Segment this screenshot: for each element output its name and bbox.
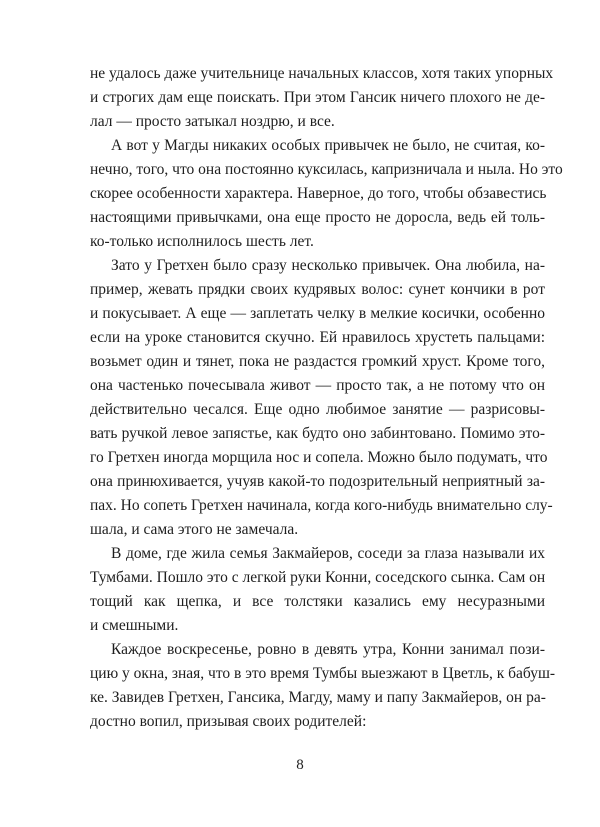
text-line: она принюхивается, учуяв какой-то подозрительный неприятный за-: [90, 473, 545, 490]
paragraph-4: [90, 542, 545, 638]
text-line: скорее особенности характера. Наверное, до того, чтобы обзавестись: [90, 185, 547, 202]
text-line: тощий как щепка, и все толстяки казались ему несуразными: [90, 593, 545, 610]
text-line: А вот у Магды никаких особых привычек не было, не считая, ко-: [111, 137, 545, 154]
text-line: ко-только исполнилось шесть лет.: [90, 233, 314, 250]
text-line: В доме, где жила семья Закмайеров, соседи за глаза называли их: [111, 545, 545, 562]
text-line: лал — просто затыкал ноздрю, и все.: [90, 113, 335, 130]
text-line: ке. Завидев Гретхен, Гансика, Магду, маму и папу Закмайеров, он ра-: [90, 689, 546, 706]
text-line: пример, жевать прядки своих кудрявых волос: сунет кончики в рот: [90, 281, 545, 298]
text-line: настоящими привычками, она еще просто не доросла, ведь ей толь-: [90, 209, 545, 226]
text-line: если на уроке становится скучно. Ей нравилось хрустеть пальцами:: [90, 329, 545, 346]
text-line: она частенько почесывала живот — просто так, а не потому что он: [90, 377, 545, 394]
text-line: Каждое воскресенье, ровно в девять утра, Конни занимал пози-: [111, 641, 545, 658]
text-line: вать ручкой левое запястье, как будто оно забинтовано. Помимо это-: [90, 425, 545, 442]
text-line: цию у окна, зная, что в это время Тумбы выезжают в Цветль, к бабуш-: [90, 665, 556, 682]
text-line: достно вопил, призывая своих родителей:: [90, 713, 367, 730]
text-line: действительно чесался. Еще одно любимое занятие — разрисовы-: [90, 401, 545, 418]
text-line: Тумбами. Пошло это с легкой руки Конни, соседского сынка. Сам он: [90, 569, 546, 586]
paragraph-3: [90, 254, 553, 542]
text-line: Зато у Гретхен было сразу несколько привычек. Она любила, на-: [111, 257, 545, 274]
text-line: возьмет один и тянет, пока не раздастся громкий хруст. Кроме того,: [90, 353, 545, 370]
text-line: нечно, того, что она постоянно куксилась, капризничала и ныла. Но это: [90, 161, 563, 178]
text-line: и смешными.: [90, 617, 179, 634]
text-line: не удалось даже учительнице начальных классов, хотя таких упорных: [90, 65, 554, 82]
page-body: [90, 62, 563, 734]
paragraph-1: [90, 62, 554, 134]
paragraph-5: [90, 638, 556, 734]
text-line: го Гретхен иногда морщила нос и сопела. Можно было подумать, что: [90, 449, 548, 466]
paragraph-2: [90, 134, 563, 254]
text-line: шала, и сама этого не замечала.: [90, 521, 299, 538]
text-line: и покусывает. А еще — заплетать челку в мелкие косички, особенно: [90, 305, 545, 322]
text-line: пах. Но сопеть Гретхен начинала, когда кого-нибудь внимательно слу-: [90, 497, 553, 514]
text-line: и строгих дам еще поискать. При этом Гансик ничего плохого не де-: [90, 89, 545, 106]
page-number: 8: [296, 757, 304, 773]
